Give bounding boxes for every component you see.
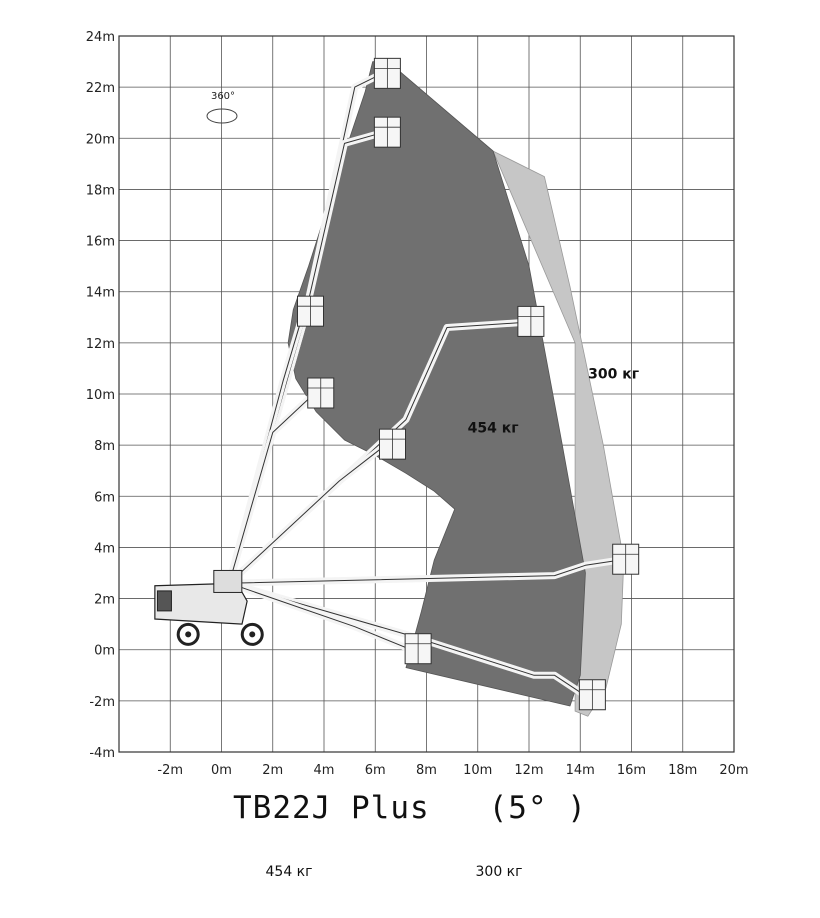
y-tick-label: 4m	[94, 541, 115, 557]
x-tick-label: 18m	[668, 763, 698, 778]
x-tick-label: 20m	[719, 763, 749, 778]
rotation-indicator	[207, 91, 237, 123]
wheel-hub-icon	[249, 631, 255, 637]
x-tick-label: 0m	[211, 763, 232, 778]
boom-below-folded	[229, 583, 431, 664]
rotation-ellipse-icon	[207, 109, 237, 123]
legend-454: 454 кг	[265, 864, 313, 880]
x-tick-label: 2m	[262, 763, 284, 778]
y-tick-label: 2m	[94, 592, 115, 608]
legend-300: 300 кг	[475, 864, 523, 880]
y-tick-label: 18m	[85, 183, 115, 199]
turntable	[214, 570, 242, 592]
zone-annotation: 454 кг	[467, 420, 519, 437]
y-tick-label: 10m	[85, 388, 115, 403]
y-tick-label: 12m	[85, 336, 115, 352]
y-tick-label: 14m	[85, 285, 115, 301]
x-tick-label: 10m	[463, 763, 493, 778]
y-tick-label: 24m	[85, 30, 115, 45]
x-tick-label: 14m	[565, 763, 595, 778]
x-tick-label: -2m	[157, 763, 184, 778]
y-tick-label: 8m	[94, 439, 115, 455]
x-tick-label: 4m	[313, 763, 335, 778]
y-tick-label: 16m	[85, 234, 115, 250]
x-tick-label: 6m	[364, 763, 386, 778]
rotation-label: 360°	[210, 91, 236, 102]
y-tick-label: 0m	[94, 643, 115, 659]
x-tick-label: 12m	[514, 763, 544, 778]
y-tick-label: -4m	[89, 746, 115, 761]
y-tick-label: 20m	[85, 132, 115, 148]
y-tick-label: -2m	[89, 694, 115, 710]
x-tick-label: 16m	[616, 763, 647, 778]
engine-hood	[157, 591, 171, 611]
model-title: TB22J Plus (5° )	[233, 790, 587, 826]
x-tick-label: 8m	[416, 763, 437, 778]
wheel-hub-icon	[185, 631, 191, 637]
zone-annotation: 300 кг	[588, 366, 640, 383]
y-tick-label: 22m	[85, 81, 115, 97]
y-tick-label: 6m	[94, 490, 115, 506]
